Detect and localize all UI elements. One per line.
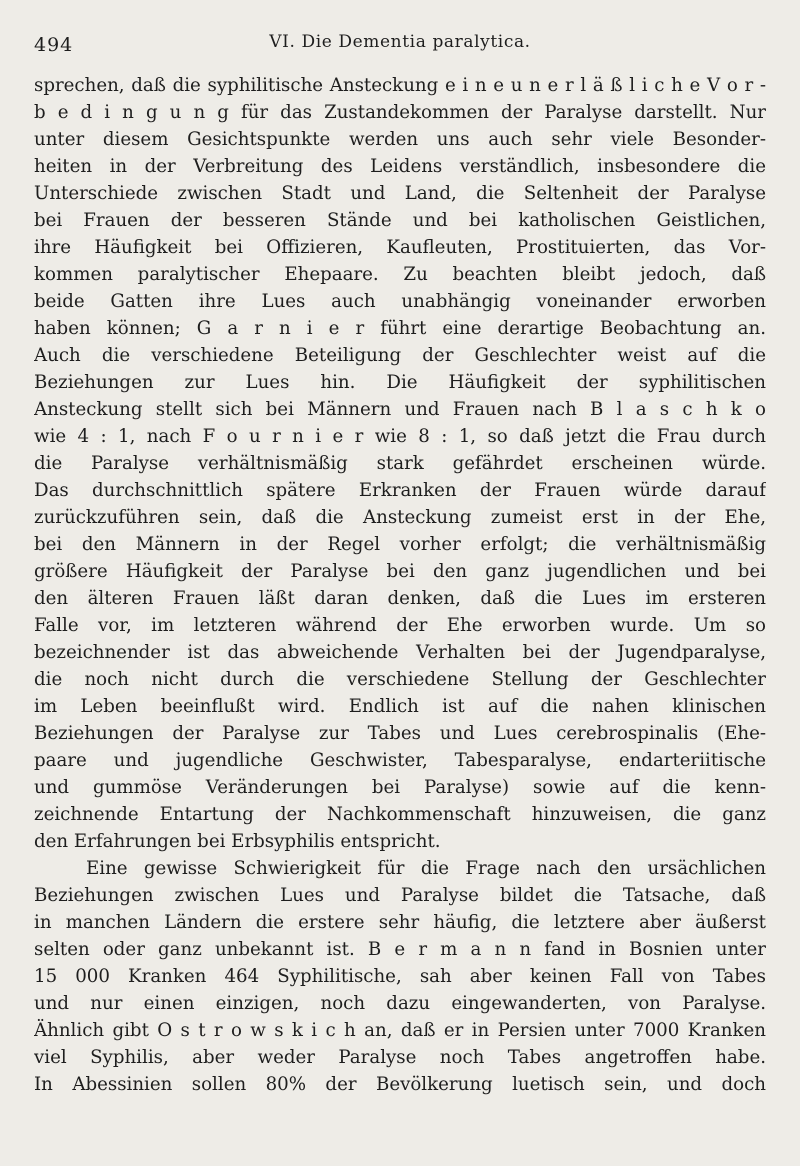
body-text [34,72,766,1098]
text-line: Unterschiede zwischen Stadt und Land, die Seltenheit der Paralyse [34,183,766,204]
page-number: 494 [34,34,74,56]
text-line: in manchen Ländern die erstere sehr häufig, die letztere aber äußerst [34,912,766,933]
text-line: beide Gatten ihre Lues auch unabhängig voneinander erworben [34,291,766,312]
text-line: ihre Häufigkeit bei Offizieren, Kaufleuten, Prostituierten, das Vor- [34,237,766,258]
text-line: die noch nicht durch die verschiedene Stellung der Geschlechter [34,669,766,690]
text-line: und nur einen einzigen, noch dazu eingewanderten, von Paralyse. [34,993,766,1014]
text-line: Eine gewisse Schwierigkeit für die Frage nach den ursächlichen [86,858,766,879]
text-line: Auch die verschiedene Beteiligung der Geschlechter weist auf die [34,345,766,366]
text-line: die Paralyse verhältnismäßig stark gefährdet erscheinen würde. [34,453,766,474]
text-line: bei den Männern in der Regel vorher erfolgt; die verhältnismäßig [34,534,766,555]
text-line: Falle vor, im letzteren während der Ehe erworben wurde. Um so [34,615,766,636]
text-line: kommen paralytischer Ehepaare. Zu beachten bleibt jedoch, daß [34,264,766,285]
text-line: im Leben beeinflußt wird. Endlich ist auf die nahen klinischen [34,696,766,717]
text-line: unter diesem Gesichtspunkte werden uns auch sehr viele Besonder- [34,129,766,150]
text-line: paare und jugendliche Geschwister, Tabesparalyse, endarteriitische [34,750,766,771]
text-line: Ähnlich gibt O s t r o w s k i c h an, daß er in Persien unter 7000 Kranken [34,1020,766,1041]
text-line: Beziehungen zur Lues hin. Die Häufigkeit der syphilitischen [34,372,766,393]
text-line: sprechen, daß die syphilitische Ansteckung e i n e u n e r l ä ß l i c h e V o r - [34,75,766,96]
text-line: größere Häufigkeit der Paralyse bei den ganz jugendlichen und bei [34,561,766,582]
text-line: viel Syphilis, aber weder Paralyse noch Tabes angetroffen habe. [34,1047,766,1068]
text-line: zurückzuführen sein, daß die Ansteckung zumeist erst in der Ehe, [34,507,766,528]
page-header [34,30,766,58]
text-line: heiten in der Verbreitung des Leidens verständlich, insbesondere die [34,156,766,177]
text-line: In Abessinien sollen 80% der Bevölkerung luetisch sein, und doch [34,1074,766,1095]
text-line: Das durchschnittlich spätere Erkranken der Frauen würde darauf [34,480,766,501]
text-line: wie 4 : 1, nach F o u r n i e r wie 8 : 1, so daß jetzt die Frau durch [34,426,766,447]
text-line: selten oder ganz unbekannt ist. B e r m a n n fand in Bosnien unter [34,939,766,960]
text-line: den älteren Frauen läßt daran denken, daß die Lues im ersteren [34,588,766,609]
text-line: und gummöse Veränderungen bei Paralyse) sowie auf die kenn- [34,777,766,798]
text-line: den Erfahrungen bei Erbsyphilis entspricht. [34,831,441,852]
running-title: VI. Die Dementia paralytica. [269,32,531,52]
text-line: haben können; G a r n i e r führt eine derartige Beobachtung an. [34,318,766,339]
text-line: bezeichnender ist das abweichende Verhalten bei der Jugendparalyse, [34,642,766,663]
text-line: Beziehungen zwischen Lues und Paralyse bildet die Tatsache, daß [34,885,766,906]
text-line: Ansteckung stellt sich bei Männern und Frauen nach B l a s c h k o [34,399,766,420]
text-line: bei Frauen der besseren Stände und bei katholischen Geistlichen, [34,210,766,231]
text-line: zeichnende Entartung der Nachkommenschaft hinzuweisen, die ganz [34,804,766,825]
text-line: Beziehungen der Paralyse zur Tabes und Lues cerebrospinalis (Ehe- [34,723,766,744]
text-line: b e d i n g u n g für das Zustandekommen der Paralyse darstellt. Nur [34,102,766,123]
text-line: 15 000 Kranken 464 Syphilitische, sah aber keinen Fall von Tabes [34,966,766,987]
